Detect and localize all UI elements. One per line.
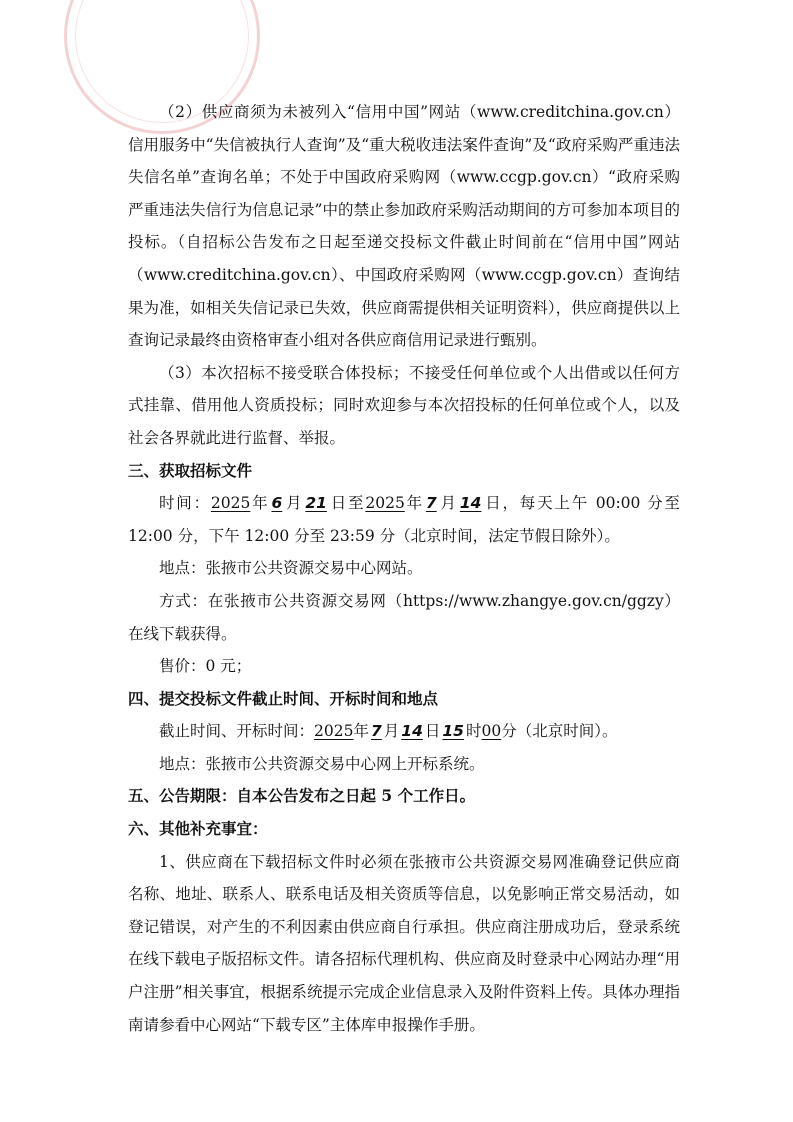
document-body <box>128 96 680 1041</box>
end-year: 2025 <box>365 494 405 513</box>
text-hour: 时 <box>465 722 482 741</box>
text-month: 月 <box>284 494 304 513</box>
time-label: 时间： <box>159 494 211 513</box>
deadline-day-handwritten: 14 <box>401 722 423 741</box>
heading-submission-deadline: 四、提交投标文件截止时间、开标时间和地点 <box>128 688 439 708</box>
end-month-handwritten: 7 <box>425 494 437 513</box>
heading-obtain-documents: 三、获取招标文件 <box>128 460 253 480</box>
paragraph-deadline <box>128 715 680 748</box>
deadline-label: 截止时间、开标时间： <box>159 722 315 741</box>
deadline-hour-handwritten: 15 <box>442 722 464 741</box>
paragraph-time <box>128 487 680 552</box>
deadline-month-handwritten: 7 <box>370 722 382 741</box>
paragraph-location: 地点：张掖市公共资源交易中心网站。 <box>159 559 423 578</box>
heading-other-matters: 六、其他补充事宜： <box>128 819 268 839</box>
text-minute: 分（北京时间）。 <box>501 722 618 741</box>
deadline-year: 2025 <box>314 722 354 741</box>
text-day-to: 日至 <box>328 494 366 513</box>
end-day-handwritten: 14 <box>459 494 482 513</box>
text-day-3: 日 <box>424 722 441 741</box>
paragraph-price: 售价：0 元； <box>159 657 252 676</box>
paragraph-credit-requirement: （2）供应商须为未被列入“信用中国”网站（www.creditchina.gov.cn）信用服务中“失信被执行人查询”及“重大税收违法案件查询”及“政府采购严重违法失信名单”查询名单；不处于中国政府采购网（www.ccgp.gov.cn）“政府采购严重违法失信行为信息记录”中的禁止参加政府采购活动期间的方可参加本项目的投标。（自招标公告发布之日起至递交投标文件截止时间前在“信用中国”网站（www.creditchina.gov.cn）、中国政府采购网（www.ccgp.gov.cn）查询结果为准，如相关失信记录已失效，供应商需提供相关证明资料），供应商提供以上查询记录最终由资格审查小组对各供应商信用记录进行甄别。 <box>128 103 680 350</box>
start-day-handwritten: 21 <box>305 494 327 513</box>
time-range-text: 日，每天上午 00:00 分至 12:00 分，下午 12:00 分至 23:59 分（北京时间，法定节假日除外）。 <box>128 494 680 545</box>
start-year: 2025 <box>210 494 251 513</box>
text-month-3: 月 <box>383 722 400 741</box>
text-year: 年 <box>250 494 270 513</box>
deadline-minute: 00 <box>481 722 502 741</box>
paragraph-method: 方式：在张掖市公共资源交易网（https://www.zhangye.gov.cn/ggzy）在线下载获得。 <box>128 591 680 643</box>
paragraph-opening-location: 地点：张掖市公共资源交易中心网上开标系统。 <box>159 754 485 773</box>
start-month-handwritten: 6 <box>271 494 283 513</box>
paragraph-no-consortium: （3）本次招标不接受联合体投标；不接受任何单位或个人出借或以任何方式挂靠、借用他人资质投标；同时欢迎参与本次招投标的任何单位或个人，以及社会各界就此进行监督、举报。 <box>128 363 680 447</box>
text-year-2: 年 <box>404 494 424 513</box>
text-year-3: 年 <box>353 722 369 741</box>
paragraph-registration-instructions: 1、供应商在下载招标文件时必须在张掖市公共资源交易网准确登记供应商名称、地址、联系人、联系电话及相关资质等信息，以免影响正常交易活动，如登记错误，对产生的不利因素由供应商自行承担。供应商注册成功后，登录系统在线下载电子版招标文件。请各招标代理机构、供应商及时登录中心网站办理“用户注册”相关事宜，根据系统提示完成企业信息录入及附件资料上传。具体办理指南请参看中心网站“下载专区”主体库申报操作手册。 <box>128 852 680 1034</box>
heading-notice-period: 五、公告期限：自本公告发布之日起 5 个工作日。 <box>128 786 476 806</box>
text-month-2: 月 <box>438 494 458 513</box>
